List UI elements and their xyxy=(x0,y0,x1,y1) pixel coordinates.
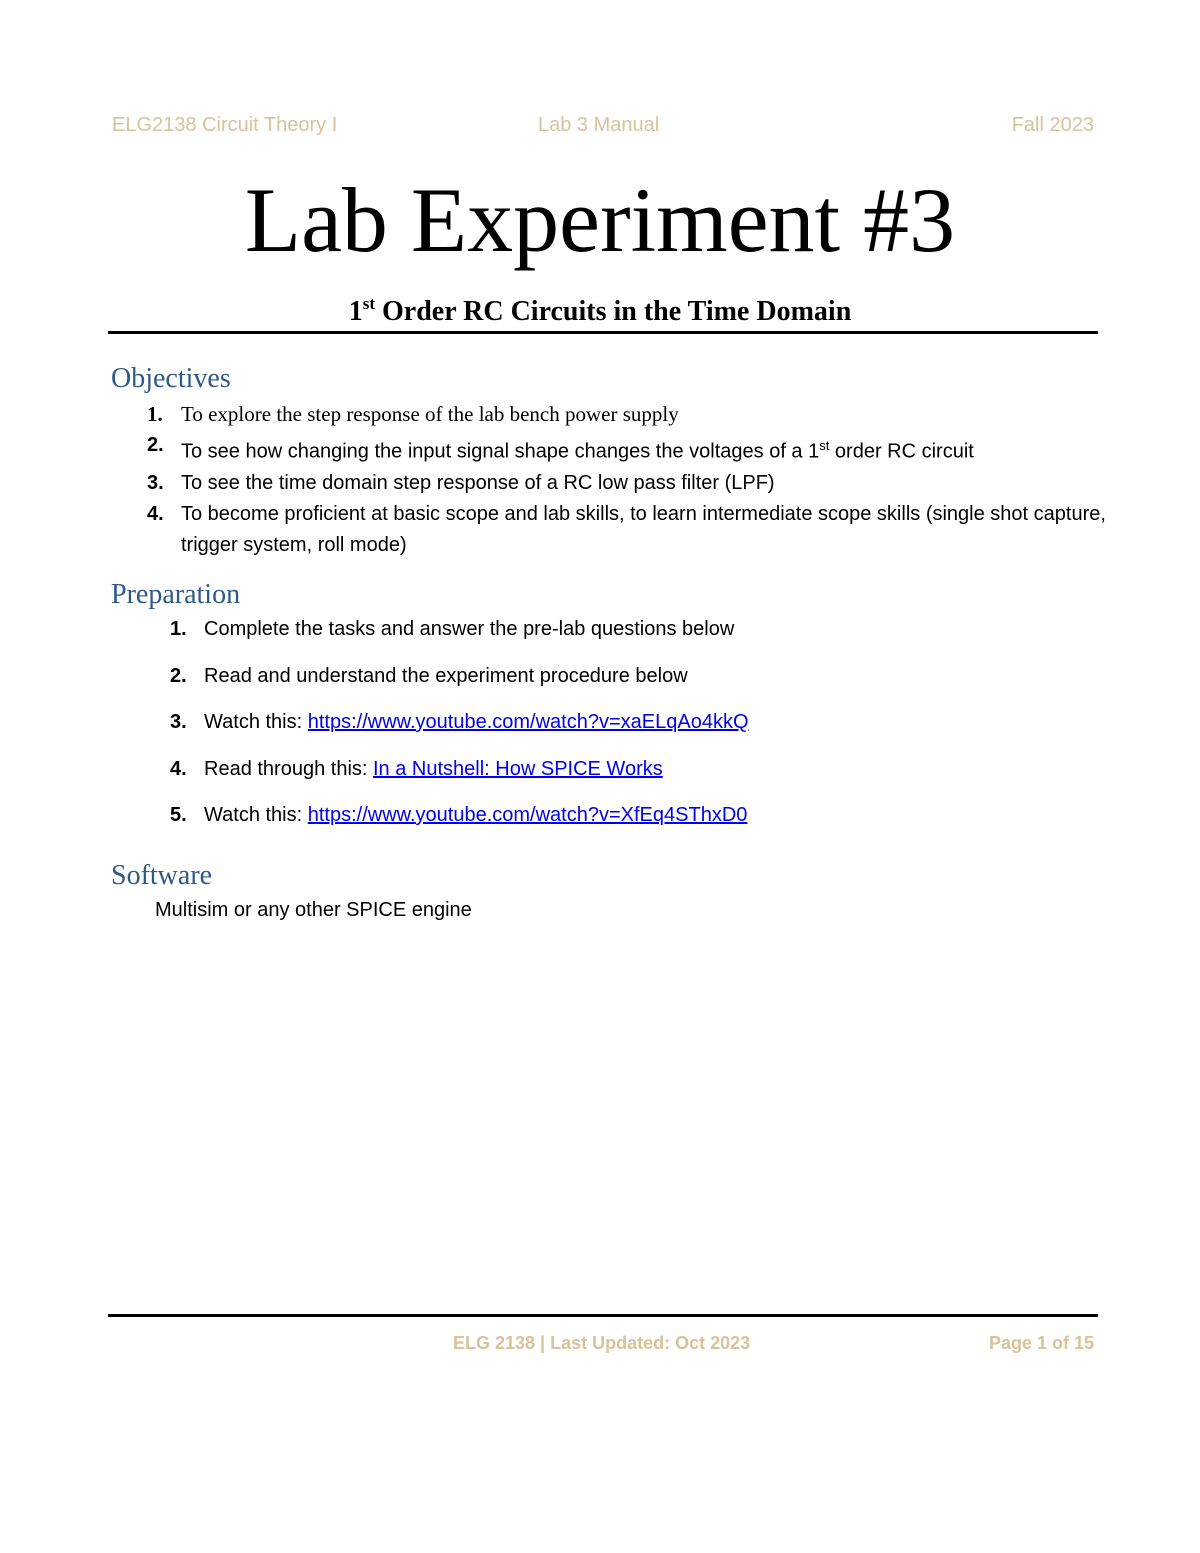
software-text: Multisim or any other SPICE engine xyxy=(155,899,472,921)
page-title: Lab Experiment #3 xyxy=(244,169,956,271)
list-text: Read through this: xyxy=(204,757,373,780)
preparation-heading: Preparation xyxy=(111,579,241,610)
preparation-list xyxy=(170,614,1070,847)
list-superscript: st xyxy=(819,438,830,453)
footer-divider xyxy=(108,1314,1098,1317)
list-text: To explore the step response of the lab bench power supply xyxy=(181,402,679,426)
list-text: To see the time domain step response of a RC low pass filter (LPF) xyxy=(181,471,775,494)
page-footer xyxy=(110,1333,1096,1361)
list-item xyxy=(147,399,1107,430)
subtitle-prefix: 1 xyxy=(348,296,363,327)
objectives-list xyxy=(147,399,1107,561)
list-number: 1. xyxy=(170,618,187,640)
list-number: 2. xyxy=(170,664,187,687)
list-text: Watch this: xyxy=(204,711,308,733)
spice-article-link[interactable]: In a Nutshell: How SPICE Works xyxy=(373,757,663,780)
list-number: 4. xyxy=(170,757,187,780)
software-heading: Software xyxy=(111,860,213,891)
subtitle-superscript: st xyxy=(362,294,375,313)
header-manual: Lab 3 Manual xyxy=(538,114,660,136)
youtube-link-1[interactable]: https://www.youtube.com/watch?v=xaELqAo4kkQ xyxy=(307,711,749,733)
list-item xyxy=(170,614,1070,645)
footer-updated: ELG 2138 | Last Updated: Oct 2023 xyxy=(453,1333,751,1353)
list-text: Complete the tasks and answer the pre-lab questions below xyxy=(204,618,735,640)
list-text: Read and understand the experiment procedure below xyxy=(204,664,688,687)
list-number: 1. xyxy=(147,402,163,426)
list-number: 2. xyxy=(147,434,164,456)
list-number: 5. xyxy=(170,804,187,826)
list-number: 3. xyxy=(147,471,164,494)
title-divider xyxy=(108,331,1098,334)
list-item xyxy=(147,499,1107,561)
youtube-link-2[interactable]: https://www.youtube.com/watch?v=XfEq4SThxD0 xyxy=(307,804,748,826)
objectives-heading: Objectives xyxy=(111,363,231,394)
page-subtitle xyxy=(0,294,1200,330)
list-number: 3. xyxy=(170,711,187,733)
list-text: order RC circuit xyxy=(829,440,974,463)
list-number: 4. xyxy=(147,502,164,525)
header-term: Fall 2023 xyxy=(1011,114,1094,136)
list-item xyxy=(170,800,1070,831)
subtitle-rest: Order RC Circuits in the Time Domain xyxy=(375,296,852,327)
list-item xyxy=(170,754,1070,785)
list-text: To see how changing the input signal shape changes the voltages of a 1 xyxy=(181,440,820,463)
list-text: To become proficient at basic scope and lab skills, to learn intermediate scope skills (single shot capture, trigger system, roll mode) xyxy=(181,502,1106,556)
list-text: Watch this: xyxy=(204,804,308,826)
list-item xyxy=(170,707,1070,738)
page-header xyxy=(110,114,1096,142)
footer-page-number: Page 1 of 15 xyxy=(988,1333,1094,1353)
list-item xyxy=(147,430,1107,468)
header-course: ELG2138 Circuit Theory I xyxy=(112,114,338,136)
list-item xyxy=(170,661,1070,692)
list-item xyxy=(147,468,1107,499)
